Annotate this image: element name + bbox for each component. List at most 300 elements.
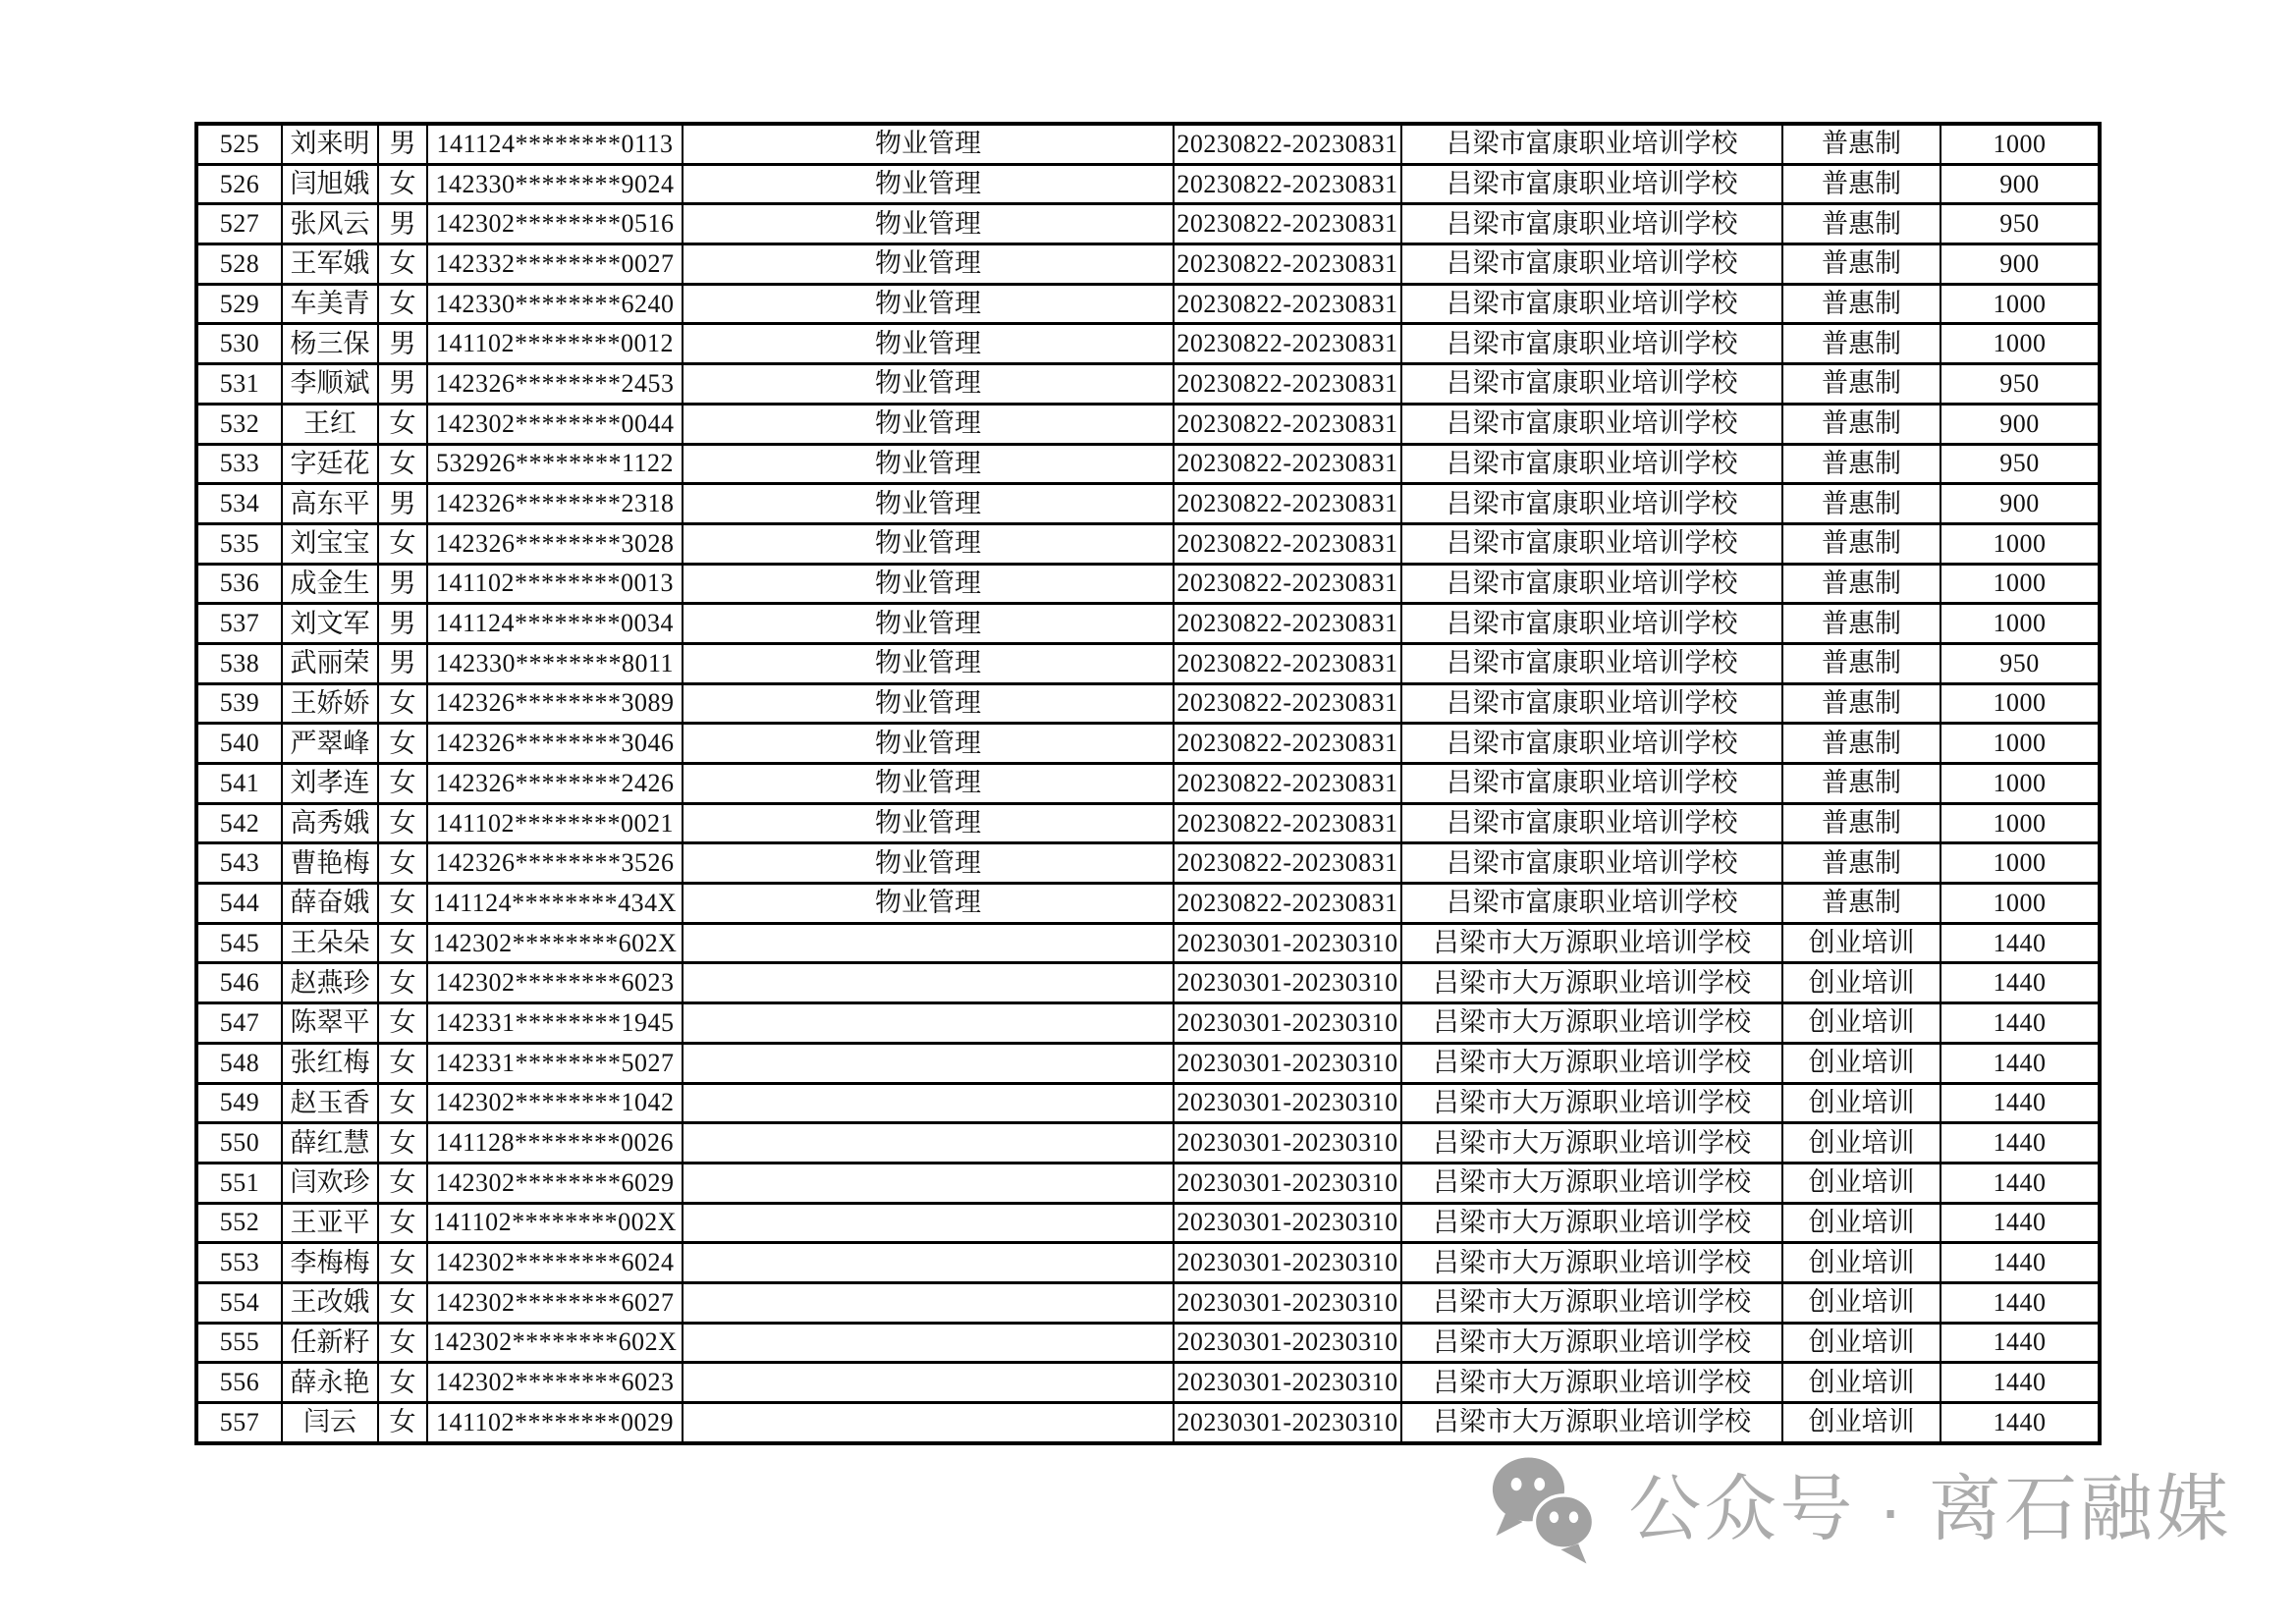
cell-no: 544 — [196, 884, 282, 924]
cell-gender: 男 — [378, 204, 427, 244]
cell-type: 普惠制 — [1782, 324, 1941, 364]
cell-id_masked: 142302********602X — [427, 923, 683, 963]
cell-dates: 20230822-20230831 — [1174, 484, 1401, 524]
table-row — [196, 444, 2100, 484]
cell-gender: 女 — [378, 724, 427, 764]
cell-school: 吕梁市富康职业培训学校 — [1401, 204, 1782, 244]
cell-id_masked: 142330********6240 — [427, 284, 683, 324]
cell-name: 闫欢珍 — [282, 1163, 378, 1203]
cell-school: 吕梁市富康职业培训学校 — [1401, 523, 1782, 564]
cell-type: 创业培训 — [1782, 1203, 1941, 1243]
cell-gender: 女 — [378, 1003, 427, 1044]
cell-amount: 1440 — [1941, 1323, 2100, 1363]
table-row — [196, 1363, 2100, 1403]
cell-id_masked: 142326********3046 — [427, 724, 683, 764]
cell-name: 闫云 — [282, 1403, 378, 1443]
cell-gender: 男 — [378, 564, 427, 604]
cell-no: 540 — [196, 724, 282, 764]
cell-name: 字廷花 — [282, 444, 378, 484]
cell-gender: 女 — [378, 1123, 427, 1164]
cell-no: 548 — [196, 1043, 282, 1083]
cell-gender: 女 — [378, 1282, 427, 1323]
cell-amount: 1440 — [1941, 1043, 2100, 1083]
cell-name: 薛永艳 — [282, 1363, 378, 1403]
cell-type: 普惠制 — [1782, 244, 1941, 285]
table-row — [196, 324, 2100, 364]
cell-school: 吕梁市富康职业培训学校 — [1401, 404, 1782, 444]
cell-type: 普惠制 — [1782, 843, 1941, 884]
cell-amount: 1440 — [1941, 1123, 2100, 1164]
cell-dates: 20230301-20230310 — [1174, 1323, 1401, 1363]
table-row — [196, 843, 2100, 884]
cell-name: 车美青 — [282, 284, 378, 324]
cell-no: 555 — [196, 1323, 282, 1363]
cell-name: 李顺斌 — [282, 364, 378, 405]
cell-amount: 1000 — [1941, 724, 2100, 764]
cell-name: 成金生 — [282, 564, 378, 604]
table-row — [196, 643, 2100, 683]
cell-amount: 1000 — [1941, 764, 2100, 804]
cell-name: 刘宝宝 — [282, 523, 378, 564]
cell-gender: 男 — [378, 643, 427, 683]
cell-id_masked: 142302********6023 — [427, 963, 683, 1003]
cell-no: 545 — [196, 923, 282, 963]
table-row — [196, 164, 2100, 204]
cell-dates: 20230822-20230831 — [1174, 364, 1401, 405]
cell-school: 吕梁市富康职业培训学校 — [1401, 803, 1782, 843]
cell-program — [683, 1282, 1174, 1323]
cell-dates: 20230301-20230310 — [1174, 923, 1401, 963]
cell-id_masked: 141124********0034 — [427, 604, 683, 644]
cell-dates: 20230301-20230310 — [1174, 1203, 1401, 1243]
cell-school: 吕梁市大万源职业培训学校 — [1401, 1282, 1782, 1323]
cell-gender: 女 — [378, 963, 427, 1003]
cell-name: 王改娥 — [282, 1282, 378, 1323]
table-row — [196, 244, 2100, 285]
cell-program — [683, 963, 1174, 1003]
cell-school: 吕梁市富康职业培训学校 — [1401, 564, 1782, 604]
cell-no: 554 — [196, 1282, 282, 1323]
cell-program: 物业管理 — [683, 164, 1174, 204]
cell-id_masked: 142331********5027 — [427, 1043, 683, 1083]
cell-gender: 男 — [378, 324, 427, 364]
cell-name: 杨三保 — [282, 324, 378, 364]
table-row — [196, 364, 2100, 405]
cell-no: 525 — [196, 124, 282, 164]
cell-no: 533 — [196, 444, 282, 484]
cell-no: 543 — [196, 843, 282, 884]
cell-school: 吕梁市富康职业培训学校 — [1401, 324, 1782, 364]
cell-type: 普惠制 — [1782, 564, 1941, 604]
cell-id_masked: 142326********2453 — [427, 364, 683, 405]
cell-gender: 女 — [378, 1243, 427, 1283]
cell-amount: 1440 — [1941, 963, 2100, 1003]
cell-amount: 1000 — [1941, 843, 2100, 884]
cell-name: 王亚平 — [282, 1203, 378, 1243]
cell-dates: 20230822-20230831 — [1174, 204, 1401, 244]
cell-dates: 20230822-20230831 — [1174, 124, 1401, 164]
cell-amount: 1000 — [1941, 683, 2100, 724]
cell-amount: 1440 — [1941, 1203, 2100, 1243]
cell-program: 物业管理 — [683, 764, 1174, 804]
cell-gender: 女 — [378, 523, 427, 564]
cell-program — [683, 1203, 1174, 1243]
cell-id_masked: 142302********6023 — [427, 1363, 683, 1403]
cell-type: 普惠制 — [1782, 204, 1941, 244]
cell-type: 创业培训 — [1782, 963, 1941, 1003]
cell-gender: 男 — [378, 364, 427, 405]
cell-dates: 20230822-20230831 — [1174, 724, 1401, 764]
cell-school: 吕梁市大万源职业培训学校 — [1401, 1123, 1782, 1164]
cell-id_masked: 142326********3089 — [427, 683, 683, 724]
table-row — [196, 604, 2100, 644]
cell-gender: 女 — [378, 884, 427, 924]
cell-school: 吕梁市大万源职业培训学校 — [1401, 1083, 1782, 1123]
cell-no: 542 — [196, 803, 282, 843]
cell-id_masked: 142302********1042 — [427, 1083, 683, 1123]
cell-type: 创业培训 — [1782, 1363, 1941, 1403]
cell-type: 普惠制 — [1782, 803, 1941, 843]
cell-id_masked: 142326********2318 — [427, 484, 683, 524]
table-row — [196, 1243, 2100, 1283]
cell-gender: 女 — [378, 1363, 427, 1403]
cell-type: 创业培训 — [1782, 1323, 1941, 1363]
cell-no: 547 — [196, 1003, 282, 1044]
cell-name: 李梅梅 — [282, 1243, 378, 1283]
cell-dates: 20230301-20230310 — [1174, 1083, 1401, 1123]
cell-school: 吕梁市富康职业培训学校 — [1401, 164, 1782, 204]
cell-name: 刘孝连 — [282, 764, 378, 804]
cell-program: 物业管理 — [683, 884, 1174, 924]
cell-name: 张红梅 — [282, 1043, 378, 1083]
cell-id_masked: 142330********8011 — [427, 643, 683, 683]
cell-program: 物业管理 — [683, 604, 1174, 644]
cell-dates: 20230822-20230831 — [1174, 643, 1401, 683]
table-row — [196, 1203, 2100, 1243]
cell-id_masked: 142302********0516 — [427, 204, 683, 244]
cell-id_masked: 142302********6024 — [427, 1243, 683, 1283]
cell-name: 王娇娇 — [282, 683, 378, 724]
cell-type: 创业培训 — [1782, 1083, 1941, 1123]
cell-no: 550 — [196, 1123, 282, 1164]
cell-amount: 900 — [1941, 404, 2100, 444]
cell-dates: 20230822-20230831 — [1174, 284, 1401, 324]
cell-dates: 20230301-20230310 — [1174, 1282, 1401, 1323]
cell-program: 物业管理 — [683, 444, 1174, 484]
cell-id_masked: 532926********1122 — [427, 444, 683, 484]
cell-id_masked: 142326********3526 — [427, 843, 683, 884]
cell-program — [683, 1163, 1174, 1203]
cell-no: 553 — [196, 1243, 282, 1283]
cell-school: 吕梁市富康职业培训学校 — [1401, 643, 1782, 683]
cell-no: 556 — [196, 1363, 282, 1403]
cell-no: 530 — [196, 324, 282, 364]
cell-name: 曹艳梅 — [282, 843, 378, 884]
cell-type: 普惠制 — [1782, 124, 1941, 164]
cell-id_masked: 141102********0013 — [427, 564, 683, 604]
cell-id_masked: 142332********0027 — [427, 244, 683, 285]
table-row — [196, 1163, 2100, 1203]
cell-amount: 900 — [1941, 484, 2100, 524]
cell-type: 创业培训 — [1782, 1043, 1941, 1083]
cell-amount: 1440 — [1941, 1403, 2100, 1443]
cell-no: 541 — [196, 764, 282, 804]
cell-no: 532 — [196, 404, 282, 444]
cell-amount: 900 — [1941, 244, 2100, 285]
cell-school: 吕梁市大万源职业培训学校 — [1401, 1323, 1782, 1363]
wechat-icon — [1487, 1451, 1603, 1567]
cell-program: 物业管理 — [683, 643, 1174, 683]
cell-program: 物业管理 — [683, 324, 1174, 364]
cell-dates: 20230301-20230310 — [1174, 1003, 1401, 1044]
cell-amount: 1000 — [1941, 604, 2100, 644]
cell-school: 吕梁市富康职业培训学校 — [1401, 484, 1782, 524]
cell-name: 武丽荣 — [282, 643, 378, 683]
cell-gender: 女 — [378, 843, 427, 884]
cell-program: 物业管理 — [683, 564, 1174, 604]
cell-id_masked: 141102********0012 — [427, 324, 683, 364]
cell-amount: 1000 — [1941, 124, 2100, 164]
cell-name: 王军娥 — [282, 244, 378, 285]
cell-gender: 女 — [378, 1203, 427, 1243]
cell-id_masked: 142331********1945 — [427, 1003, 683, 1044]
cell-dates: 20230822-20230831 — [1174, 564, 1401, 604]
cell-gender: 男 — [378, 124, 427, 164]
table-row — [196, 764, 2100, 804]
cell-amount: 1440 — [1941, 1282, 2100, 1323]
cell-program: 物业管理 — [683, 204, 1174, 244]
cell-amount: 1440 — [1941, 1243, 2100, 1283]
cell-type: 普惠制 — [1782, 484, 1941, 524]
cell-program: 物业管理 — [683, 364, 1174, 405]
table-row — [196, 523, 2100, 564]
cell-school: 吕梁市富康职业培训学校 — [1401, 683, 1782, 724]
table-row — [196, 484, 2100, 524]
cell-name: 王朵朵 — [282, 923, 378, 963]
cell-no: 531 — [196, 364, 282, 405]
cell-name: 薛奋娥 — [282, 884, 378, 924]
cell-id_masked: 141124********434X — [427, 884, 683, 924]
cell-no: 528 — [196, 244, 282, 285]
cell-amount: 1000 — [1941, 803, 2100, 843]
cell-id_masked: 141102********0029 — [427, 1403, 683, 1443]
cell-amount: 1000 — [1941, 284, 2100, 324]
cell-id_masked: 142326********3028 — [427, 523, 683, 564]
cell-gender: 女 — [378, 923, 427, 963]
cell-dates: 20230822-20230831 — [1174, 244, 1401, 285]
cell-dates: 20230822-20230831 — [1174, 683, 1401, 724]
cell-school: 吕梁市大万源职业培训学校 — [1401, 1363, 1782, 1403]
cell-school: 吕梁市富康职业培训学校 — [1401, 884, 1782, 924]
cell-program — [683, 1403, 1174, 1443]
cell-type: 创业培训 — [1782, 1123, 1941, 1164]
cell-name: 张风云 — [282, 204, 378, 244]
cell-amount: 950 — [1941, 204, 2100, 244]
cell-program: 物业管理 — [683, 284, 1174, 324]
cell-no: 557 — [196, 1403, 282, 1443]
table-row — [196, 1043, 2100, 1083]
cell-type: 普惠制 — [1782, 604, 1941, 644]
table-row — [196, 884, 2100, 924]
cell-type: 普惠制 — [1782, 884, 1941, 924]
table-row — [196, 724, 2100, 764]
cell-id_masked: 141124********0113 — [427, 124, 683, 164]
cell-type: 创业培训 — [1782, 1282, 1941, 1323]
cell-school: 吕梁市富康职业培训学校 — [1401, 604, 1782, 644]
cell-gender: 女 — [378, 164, 427, 204]
cell-school: 吕梁市大万源职业培训学校 — [1401, 1243, 1782, 1283]
cell-id_masked: 141102********002X — [427, 1203, 683, 1243]
table-row — [196, 204, 2100, 244]
cell-id_masked: 141102********0021 — [427, 803, 683, 843]
cell-program: 物业管理 — [683, 404, 1174, 444]
cell-dates: 20230301-20230310 — [1174, 1363, 1401, 1403]
table-row — [196, 1282, 2100, 1323]
cell-program — [683, 1123, 1174, 1164]
cell-school: 吕梁市大万源职业培训学校 — [1401, 923, 1782, 963]
cell-amount: 1000 — [1941, 884, 2100, 924]
cell-school: 吕梁市富康职业培训学校 — [1401, 843, 1782, 884]
cell-amount: 1440 — [1941, 1083, 2100, 1123]
table-row — [196, 1083, 2100, 1123]
cell-id_masked: 142302********0044 — [427, 404, 683, 444]
cell-school: 吕梁市富康职业培训学校 — [1401, 764, 1782, 804]
cell-program: 物业管理 — [683, 523, 1174, 564]
cell-dates: 20230301-20230310 — [1174, 1163, 1401, 1203]
table-row — [196, 803, 2100, 843]
cell-dates: 20230822-20230831 — [1174, 404, 1401, 444]
cell-id_masked: 142330********9024 — [427, 164, 683, 204]
watermark — [1487, 1435, 2231, 1583]
cell-id_masked: 142302********6029 — [427, 1163, 683, 1203]
cell-type: 普惠制 — [1782, 404, 1941, 444]
cell-program — [683, 1323, 1174, 1363]
cell-name: 闫旭娥 — [282, 164, 378, 204]
cell-type: 创业培训 — [1782, 1243, 1941, 1283]
cell-no: 529 — [196, 284, 282, 324]
cell-amount: 950 — [1941, 643, 2100, 683]
cell-amount: 1000 — [1941, 523, 2100, 564]
cell-name: 王红 — [282, 404, 378, 444]
cell-gender: 女 — [378, 803, 427, 843]
cell-type: 创业培训 — [1782, 1163, 1941, 1203]
table-row — [196, 564, 2100, 604]
watermark-text: 公众号 · 离石融媒 — [1628, 1468, 2231, 1549]
cell-program: 物业管理 — [683, 724, 1174, 764]
cell-program — [683, 1243, 1174, 1283]
cell-type: 普惠制 — [1782, 284, 1941, 324]
cell-no: 537 — [196, 604, 282, 644]
cell-no: 534 — [196, 484, 282, 524]
table-row — [196, 923, 2100, 963]
cell-amount: 1440 — [1941, 1363, 2100, 1403]
cell-dates: 20230822-20230831 — [1174, 164, 1401, 204]
cell-id_masked: 141128********0026 — [427, 1123, 683, 1164]
cell-name: 赵燕珍 — [282, 963, 378, 1003]
cell-type: 普惠制 — [1782, 764, 1941, 804]
cell-gender: 女 — [378, 764, 427, 804]
cell-gender: 女 — [378, 1083, 427, 1123]
table-row — [196, 404, 2100, 444]
cell-dates: 20230822-20230831 — [1174, 764, 1401, 804]
cell-school: 吕梁市富康职业培训学校 — [1401, 724, 1782, 764]
cell-amount: 1000 — [1941, 564, 2100, 604]
cell-gender: 男 — [378, 604, 427, 644]
cell-school: 吕梁市大万源职业培训学校 — [1401, 1163, 1782, 1203]
cell-gender: 女 — [378, 1323, 427, 1363]
cell-program: 物业管理 — [683, 484, 1174, 524]
cell-type: 创业培训 — [1782, 1403, 1941, 1443]
cell-name: 陈翠平 — [282, 1003, 378, 1044]
cell-gender: 女 — [378, 1163, 427, 1203]
cell-amount: 1440 — [1941, 1163, 2100, 1203]
cell-program — [683, 1043, 1174, 1083]
cell-name: 严翠峰 — [282, 724, 378, 764]
cell-school: 吕梁市富康职业培训学校 — [1401, 364, 1782, 405]
cell-amount: 950 — [1941, 444, 2100, 484]
cell-school: 吕梁市富康职业培训学校 — [1401, 124, 1782, 164]
cell-program: 物业管理 — [683, 803, 1174, 843]
cell-name: 刘来明 — [282, 124, 378, 164]
cell-dates: 20230822-20230831 — [1174, 843, 1401, 884]
cell-name: 高东平 — [282, 484, 378, 524]
cell-school: 吕梁市大万源职业培训学校 — [1401, 1003, 1782, 1044]
cell-name: 薛红慧 — [282, 1123, 378, 1164]
table-row — [196, 1003, 2100, 1044]
cell-type: 普惠制 — [1782, 444, 1941, 484]
cell-no: 549 — [196, 1083, 282, 1123]
cell-dates: 20230301-20230310 — [1174, 1043, 1401, 1083]
cell-type: 普惠制 — [1782, 523, 1941, 564]
cell-dates: 20230822-20230831 — [1174, 803, 1401, 843]
cell-type: 创业培训 — [1782, 1003, 1941, 1044]
cell-gender: 女 — [378, 244, 427, 285]
roster-table-body — [196, 124, 2100, 1443]
cell-school: 吕梁市富康职业培训学校 — [1401, 244, 1782, 285]
cell-program: 物业管理 — [683, 683, 1174, 724]
cell-dates: 20230822-20230831 — [1174, 324, 1401, 364]
cell-school: 吕梁市富康职业培训学校 — [1401, 284, 1782, 324]
cell-program: 物业管理 — [683, 843, 1174, 884]
cell-amount: 1000 — [1941, 324, 2100, 364]
cell-gender: 女 — [378, 444, 427, 484]
cell-amount: 900 — [1941, 164, 2100, 204]
cell-dates: 20230822-20230831 — [1174, 523, 1401, 564]
cell-program — [683, 1363, 1174, 1403]
cell-no: 535 — [196, 523, 282, 564]
cell-type: 普惠制 — [1782, 683, 1941, 724]
cell-gender: 女 — [378, 683, 427, 724]
cell-no: 539 — [196, 683, 282, 724]
table-row — [196, 1323, 2100, 1363]
cell-no: 526 — [196, 164, 282, 204]
table-row — [196, 683, 2100, 724]
cell-dates: 20230822-20230831 — [1174, 444, 1401, 484]
cell-dates: 20230301-20230310 — [1174, 963, 1401, 1003]
cell-gender: 女 — [378, 404, 427, 444]
cell-type: 创业培训 — [1782, 923, 1941, 963]
cell-school: 吕梁市大万源职业培训学校 — [1401, 1403, 1782, 1443]
cell-dates: 20230301-20230310 — [1174, 1123, 1401, 1164]
cell-dates: 20230301-20230310 — [1174, 1403, 1401, 1443]
cell-dates: 20230822-20230831 — [1174, 884, 1401, 924]
cell-gender: 女 — [378, 1403, 427, 1443]
cell-dates: 20230822-20230831 — [1174, 604, 1401, 644]
cell-program: 物业管理 — [683, 124, 1174, 164]
cell-no: 552 — [196, 1203, 282, 1243]
cell-no: 546 — [196, 963, 282, 1003]
cell-gender: 男 — [378, 484, 427, 524]
